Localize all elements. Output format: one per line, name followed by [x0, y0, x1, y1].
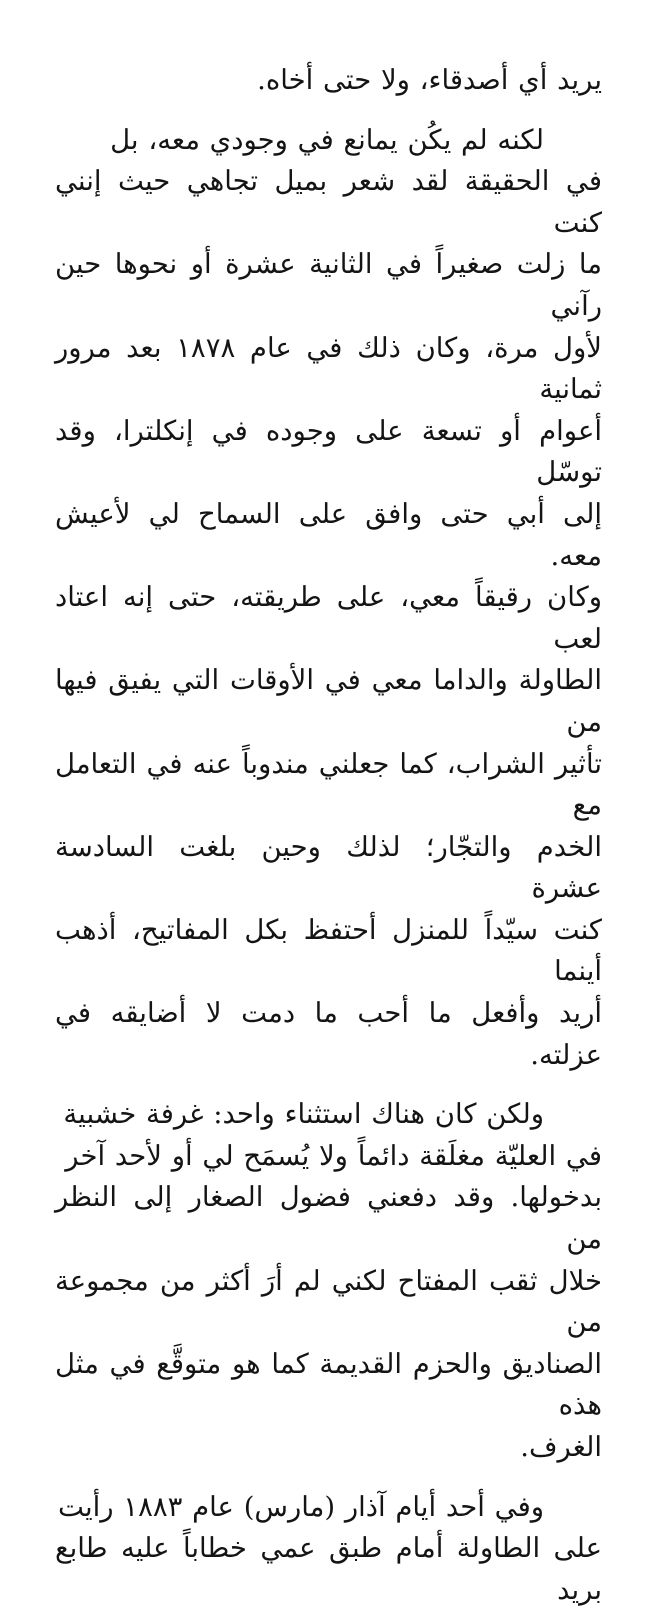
text-line: الغرف.: [520, 1431, 602, 1463]
text-line: وكان رقيقاً معي، على طريقته، حتى إنه اعتاد لعب: [55, 581, 602, 655]
text-line: يريد أي أصدقاء، ولا حتى أخاه.: [257, 64, 602, 96]
paragraph-1: [55, 60, 602, 102]
text-line: في الحقيقة لقد شعر بميل تجاهي حيث إنني كنت: [55, 165, 602, 239]
text-line: ولكن كان هناك استثناء واحد: غرفة خشبية: [63, 1098, 544, 1131]
text-line: أريد وأفعل ما أحب ما دمت لا أضايقه في عزلته.: [55, 997, 602, 1071]
paragraph-4: [55, 1487, 602, 1611]
paragraph-3: [55, 1094, 602, 1468]
paragraph-2: [55, 120, 602, 1077]
text-line: على الطاولة أمام طبق عمي خطاباً عليه طابع بريد: [55, 1532, 602, 1606]
text-line: الطاولة والداما معي في الأوقات التي يفيق فيها من: [55, 664, 602, 738]
text-line: تأثير الشراب، كما جعلني مندوباً عنه في التعامل مع: [55, 747, 602, 822]
text-line: بدخولها. وقد دفعني فضول الصغار إلى النظر من: [55, 1181, 602, 1256]
text-line: أعوام أو تسعة على وجوده في إنكلترا، وقد توسّل: [55, 414, 602, 489]
text-line: الخدم والتجّار؛ لذلك وحين بلغت السادسة عشرة: [55, 830, 602, 905]
text-line: كنت سيّداً للمنزل أحتفظ بكل المفاتيح، أذهب أينما: [55, 913, 602, 988]
text-line: لأول مرة، وكان ذلك في عام ١٨٧٨ بعد مرور ثمانية: [55, 331, 602, 406]
text-line: في العليّة مغلَقة دائماً ولا يُسمَح لي أو لأحد آخر: [65, 1139, 602, 1172]
text-line: لكنه لم يكُن يمانع في وجودي معه، بل: [110, 123, 544, 156]
text-line: إلى أبي حتى وافق على السماح لي لأعيش معه.: [55, 497, 602, 572]
text-line: وفي أحد أيام آذار (مارس) عام ١٨٨٣ رأيت: [57, 1490, 544, 1523]
text-line: خلال ثقب المفتاح لكني لم أرَ أكثر من مجموعة من: [55, 1264, 602, 1339]
text-line: الصناديق والحزم القديمة كما هو متوقَّع في مثل هذه: [55, 1347, 602, 1422]
text-line: ما زلت صغيراً في الثانية عشرة أو نحوها حين رآني: [55, 248, 602, 322]
